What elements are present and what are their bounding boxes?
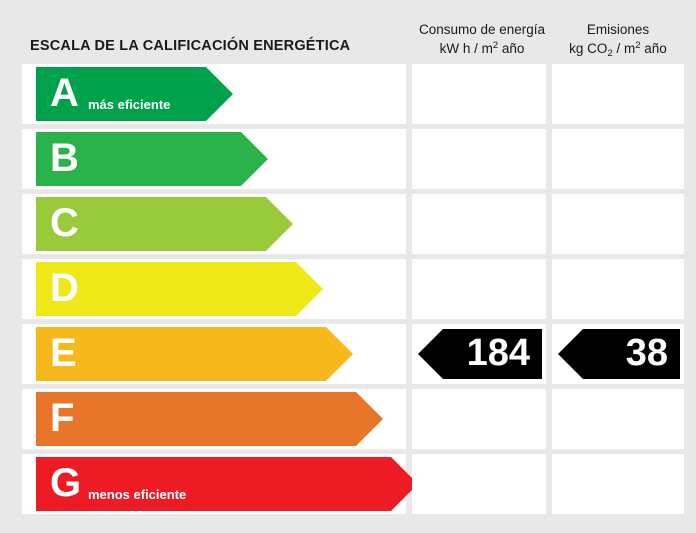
energy-value: 184 bbox=[466, 332, 530, 375]
rating-label-cell-f bbox=[22, 389, 406, 449]
column-header-energy bbox=[412, 20, 552, 60]
emissions-value-cell-c bbox=[552, 194, 684, 254]
rating-bar-body-e bbox=[36, 327, 326, 381]
emissions-value: 38 bbox=[625, 332, 668, 375]
emis-unit-post: año bbox=[640, 41, 667, 56]
emis-unit-mid: / m bbox=[612, 41, 636, 56]
table-row bbox=[16, 259, 680, 319]
rating-label-cell-a bbox=[22, 64, 406, 124]
table-row bbox=[16, 324, 680, 384]
chart-frame bbox=[8, 8, 688, 525]
column-header-energy-line1: Consumo de energía bbox=[418, 22, 546, 37]
page-title: ESCALA DE LA CALIFICACIÓN ENERGÉTICA bbox=[30, 38, 351, 54]
energy-unit-sup: 2 bbox=[492, 40, 499, 51]
emissions-value-cell-d bbox=[552, 259, 684, 319]
column-header-emissions-line2 bbox=[552, 39, 684, 60]
rating-letter-d: D bbox=[50, 266, 79, 311]
footer-strip bbox=[16, 522, 680, 532]
energy-value-cell-b bbox=[412, 129, 546, 189]
column-header-energy-line2 bbox=[412, 39, 552, 60]
table-row bbox=[16, 129, 680, 189]
least-efficient-note: menos eficiente bbox=[88, 487, 187, 502]
emissions-value-tag bbox=[583, 329, 680, 379]
table-row bbox=[16, 389, 680, 449]
rating-bar-a bbox=[36, 67, 206, 121]
rating-bar-g bbox=[36, 457, 391, 511]
energy-value-cell-a bbox=[412, 64, 546, 124]
rating-bar-arrow-d bbox=[296, 262, 323, 316]
rating-letter-e: E bbox=[50, 331, 77, 376]
rating-bar-body-f bbox=[36, 392, 356, 446]
energy-unit-post: año bbox=[498, 41, 525, 56]
emis-unit-pre: kg CO bbox=[569, 41, 608, 56]
rating-label-cell-d bbox=[22, 259, 406, 319]
energy-unit-pre: kW h / m bbox=[439, 41, 493, 56]
energy-value-cell-g bbox=[412, 454, 546, 514]
rating-letter-a: A bbox=[50, 71, 79, 116]
emissions-value-cell-g bbox=[552, 454, 684, 514]
rating-bar-f bbox=[36, 392, 356, 446]
energy-value-cell-d bbox=[412, 259, 546, 319]
most-efficient-note: más eficiente bbox=[88, 97, 171, 112]
rating-letter-f: F bbox=[50, 396, 75, 441]
emissions-value-cell-f bbox=[552, 389, 684, 449]
emissions-value-cell-a bbox=[552, 64, 684, 124]
emissions-tag-pointer-icon bbox=[558, 329, 583, 379]
energy-tag-pointer-icon bbox=[418, 329, 443, 379]
rating-letter-g: G bbox=[50, 461, 82, 506]
table-row bbox=[16, 64, 680, 124]
rating-bar-c bbox=[36, 197, 266, 251]
rating-label-cell-g bbox=[22, 454, 406, 514]
rating-bar-arrow-c bbox=[266, 197, 293, 251]
rating-bar-arrow-b bbox=[241, 132, 268, 186]
rating-rows bbox=[16, 64, 680, 519]
emis-unit-sup: 2 bbox=[635, 40, 641, 51]
table-row bbox=[16, 454, 680, 514]
table-row bbox=[16, 194, 680, 254]
energy-value-tag bbox=[443, 329, 542, 379]
rating-label-cell-e bbox=[22, 324, 406, 384]
rating-bar-arrow-a bbox=[206, 67, 233, 121]
rating-letter-b: B bbox=[50, 136, 79, 181]
rating-label-cell-b bbox=[22, 129, 406, 189]
rating-bar-body-g bbox=[36, 457, 391, 511]
rating-bar-arrow-f bbox=[356, 392, 383, 446]
rating-bar-e bbox=[36, 327, 326, 381]
emis-unit-sub: 2 bbox=[607, 48, 613, 59]
energy-value-cell-c bbox=[412, 194, 546, 254]
chart-header bbox=[16, 12, 680, 64]
column-header-emissions bbox=[552, 20, 684, 60]
rating-label-cell-c bbox=[22, 194, 406, 254]
rating-bar-arrow-e bbox=[326, 327, 353, 381]
emissions-value-cell-b bbox=[552, 129, 684, 189]
energy-value-cell-f bbox=[412, 389, 546, 449]
column-header-emissions-line1: Emisiones bbox=[586, 22, 650, 37]
rating-letter-c: C bbox=[50, 201, 79, 246]
rating-bar-d bbox=[36, 262, 296, 316]
rating-bar-b bbox=[36, 132, 241, 186]
